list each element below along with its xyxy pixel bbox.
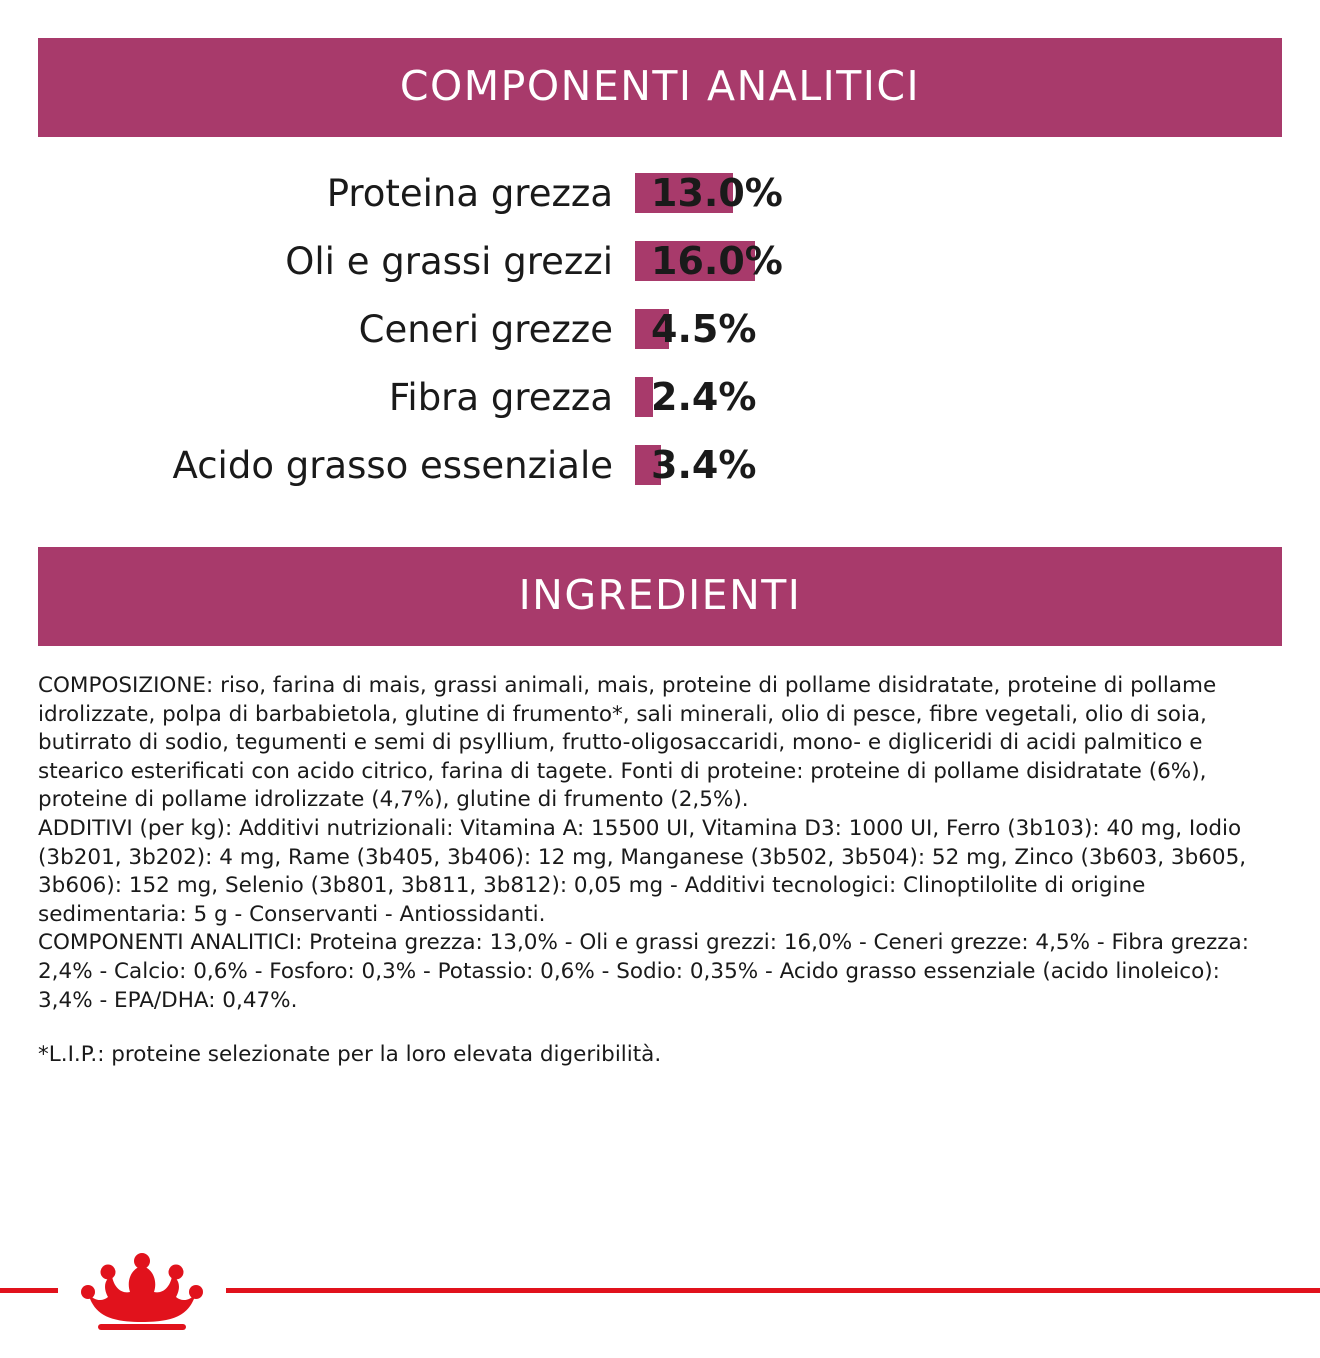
analytical-constituents-paragraph: COMPONENTI ANALITICI: Proteina grezza: 13,0% - Oli e grassi grezzi: 16,0% - Ceneri grezze: 4,5% - Fibra grezza: 2,4% - Calcio: 0,6% - Fosforo: 0,3% - Potassio: 0,6% - Sodio: 0,35% - Acido grasso essenziale (acido linoleico): 3,4% - EPA/DHA: 0,47%. — [38, 930, 1249, 1013]
analytic-components-header: COMPONENTI ANALITICI — [38, 38, 1282, 137]
analytic-label: Oli e grassi grezzi — [285, 239, 613, 283]
royal-canin-crown-icon — [78, 1252, 206, 1332]
additives-paragraph: ADDITIVI (per kg): Additivi nutrizionali: Vitamina A: 15500 UI, Vitamina D3: 1000 UI, Ferro (3b103): 40 mg, Iodio (3b201, 3b202): 4 mg, Rame (3b405, 3b406): 12 mg, Manganese (3b502, 3b504): 52 mg, Zinco (3b603, 3b605, 3b606): 152 mg, Selenio (3b801, 3b811, 3b812): 0,05 mg - Additivi tecnologici: Clinoptilolite di origine sedimentaria: 5 g - Conservanti - Antiossidanti. — [38, 815, 1247, 927]
analytic-value: 4.5% — [651, 307, 757, 351]
footnote-paragraph: *L.I.P.: proteine selezionate per la loro elevata digeribilità. — [38, 1042, 662, 1068]
analytic-row — [0, 431, 1320, 499]
analytic-value: 16.0% — [651, 239, 783, 283]
analytic-components-chart — [0, 159, 1320, 499]
composition-paragraph: COMPOSIZIONE: riso, farina di mais, grassi animali, mais, proteine di pollame disidratate, proteine di pollame idrolizzate, polpa di barbabietola, glutine di frumento*, sali minerali, olio di pesce, fibre vegetali, olio di soia, butirrato di sodio, tegumenti e semi di psyllium, frutto-oligosaccaridi, mono- e digliceridi di acidi palmitico e stearico esterificati con acido citrico, farina di tagete. Fonti di proteine: proteine di pollame disidratate (6%), proteine di pollame idrolizzate (4,7%), glutine di frumento (2,5%). — [38, 673, 1217, 813]
analytic-row — [0, 363, 1320, 431]
analytic-label: Acido grasso essenziale — [172, 443, 613, 487]
analytic-row — [0, 159, 1320, 227]
ingredients-header: INGREDIENTI — [38, 547, 1282, 646]
analytic-value: 13.0% — [651, 171, 783, 215]
ingredients-text-block — [38, 672, 1253, 1070]
footer-brand-bar — [0, 1246, 1320, 1358]
analytic-label: Fibra grezza — [388, 375, 613, 419]
analytic-label: Ceneri grezze — [358, 307, 613, 351]
product-label-page — [0, 38, 1320, 1358]
analytic-row — [0, 295, 1320, 363]
analytic-label: Proteina grezza — [326, 171, 613, 215]
analytic-row — [0, 227, 1320, 295]
analytic-value: 3.4% — [651, 443, 757, 487]
analytic-value: 2.4% — [651, 375, 757, 419]
